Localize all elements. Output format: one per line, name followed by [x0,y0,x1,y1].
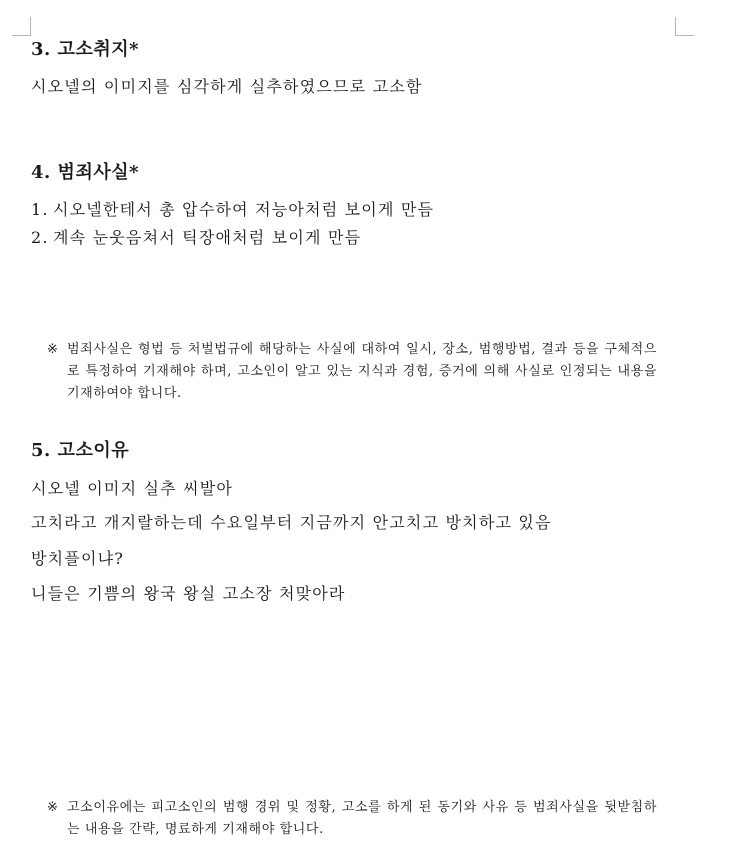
section-4-note [47,339,657,405]
reason-line: 니들은 기쁨의 왕국 왕실 고소장 처맞아라 [31,584,346,603]
reason-line: 고치라고 개지랄하는데 수요일부터 지금까지 안고치고 방치하고 있음 [31,513,552,532]
reference-mark: ※ [47,342,59,357]
section-5-heading: 5. 고소이유 [31,440,130,461]
section-3-body: 시오넬의 이미지를 심각하게 실추하였으므로 고소함 [31,77,423,96]
list-item-text: 계속 눈웃음쳐서 틱장애처럼 보이게 만듬 [53,228,362,247]
reason-line: 시오넬 이미지 실추 씨발아 [31,479,234,498]
crime-fact-item [31,197,434,220]
section-5-note-text: 고소이유에는 피고소인의 범행 경위 및 정황, 고소를 하게 된 동기와 사유 등 범죄사실을 뒷받침하는 내용을 간략, 명료하게 기재해야 합니다. [67,800,657,837]
section-5-note [47,797,657,841]
list-number: 2. [31,228,49,247]
list-number: 1. [31,200,49,219]
page-margin-corner-right [675,17,694,36]
reference-mark: ※ [47,800,59,815]
section-4-heading: 4. 범죄사실* [31,162,140,183]
reason-line: 방치플이냐? [31,549,125,568]
crime-fact-item [31,225,361,248]
section-3-heading: 3. 고소취지* [31,39,140,60]
page-margin-corner-left [12,17,31,36]
list-item-text: 시오넬한테서 총 압수하여 저능아처럼 보이게 만듬 [53,200,435,219]
section-4-note-text: 범죄사실은 형법 등 처벌법규에 해당하는 사실에 대하여 일시, 장소, 범행방법, 결과 등을 구체적으로 특정하여 기재해야 하며, 고소인이 알고 있는 지식과 경험, 증거에 의해 사실로 인정되는 내용을 기재하여야 합니다. [67,342,657,401]
